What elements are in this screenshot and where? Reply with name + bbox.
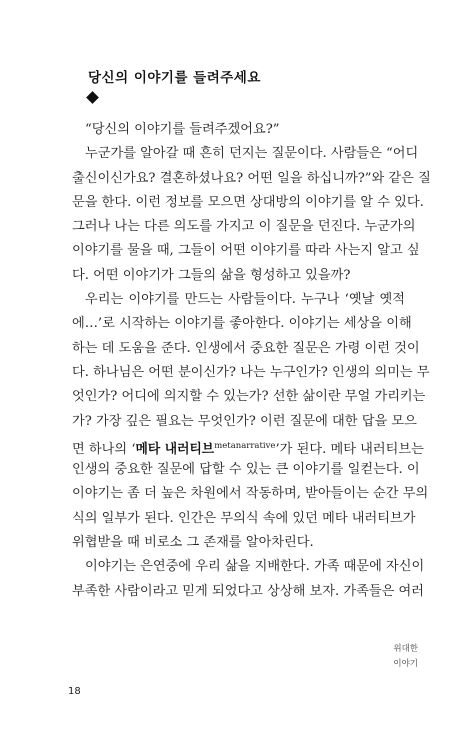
body-line: 다. 어떤 이야기가 그들의 삶을 형성하고 있을까?	[72, 267, 351, 283]
body-line: 식의 일부가 된다. 인간은 무의식 속에 있던 메타 내러티브가	[72, 510, 416, 526]
body-line: 위협받을 때 비로소 그 존재를 알아차린다.	[72, 535, 314, 551]
body-text	[72, 118, 431, 604]
body-line: 출신이신가요? 결혼하셨나요? 어떤 일을 하십니까?”와 같은 질	[72, 170, 431, 186]
body-line: 그러나 나는 다른 의도를 가지고 이 질문을 던진다. 누군가의	[72, 219, 416, 235]
body-line: 부족한 사람이라고 믿게 되었다고 상상해 보자. 가족들은 여러	[72, 583, 425, 599]
body-line-with-term	[72, 434, 424, 458]
body-line: 문을 한다. 이런 정보를 모으면 상대방의 이야기를 알 수 있다.	[72, 194, 424, 210]
section-title: 당신의 이야기를 들려주세요	[88, 70, 261, 86]
running-label-line: 위대한	[393, 644, 418, 654]
body-line: “당신의 이야기를 들려주겠어요?”	[85, 122, 280, 137]
key-term: 메타 내러티브	[135, 441, 215, 457]
page-number: 18	[68, 686, 81, 697]
body-line: 다. 하나님은 어떤 분이신가? 나는 누구인가? 인생의 의미는 무	[72, 364, 430, 380]
body-line: 인생의 중요한 질문에 답할 수 있는 큰 이야기를 일컫는다. 이	[72, 462, 420, 478]
body-line: 이야기는 은연중에 우리 삶을 지배한다. 가족 때문에 자신이	[85, 559, 425, 575]
body-line: 이야기를 물을 때, 그들이 어떤 이야기를 따라 사는지 알고 싶	[72, 243, 420, 259]
body-line: 가? 가장 깊은 필요는 무엇인가? 이런 질문에 대한 답을 모으	[72, 413, 417, 429]
body-line-part: ’가 된다. 메타 내러티브는	[275, 441, 424, 457]
body-line: 에…’로 시작하는 이야기를 좋아한다. 이야기는 세상을 이해	[72, 316, 412, 332]
running-label-line: 이야기	[393, 659, 418, 669]
body-line: 엇인가? 어디에 의지할 수 있는가? 선한 삶이란 무얼 가리키는	[72, 389, 426, 405]
body-line: 이야기는 좀 더 높은 차원에서 작동하며, 받아들이는 순간 무의	[72, 486, 429, 502]
body-line: 우리는 이야기를 만드는 사람들이다. 누구나 ‘옛날 옛적	[85, 292, 405, 308]
diamond-bullet-icon	[86, 91, 99, 104]
body-line: 하는 데 도움을 준다. 인생에서 중요한 질문은 가령 이런 것이	[72, 340, 420, 356]
running-section-label	[393, 642, 418, 672]
body-line: 누군가를 알아갈 때 흔히 던지는 질문이다. 사람들은 “어디	[85, 146, 419, 162]
key-term-english: metanarrative	[214, 440, 276, 451]
body-line-part: 면 하나의 ‘	[72, 441, 136, 457]
